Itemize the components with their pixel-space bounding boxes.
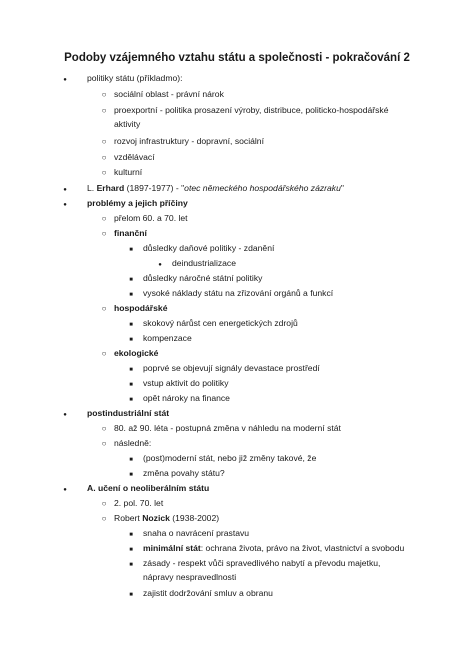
bullet-icon (126, 378, 136, 391)
list-item: důsledky náročné státní politiky (143, 273, 263, 283)
list-item: deindustrializace (172, 258, 237, 268)
list-item: přelom 60. a 70. let (114, 213, 188, 223)
list-item: (post)moderní stát, nebo již změny takové, že (143, 453, 317, 463)
text-run: : ochrana života, právo na život, vlastnictví a svobodu (200, 543, 405, 553)
bullet-icon (126, 243, 136, 256)
bullet-icon (99, 303, 109, 314)
term-text: minimální stát (143, 543, 201, 553)
list-item: vstup aktivit do politiky (143, 378, 229, 388)
bullet-icon (99, 228, 109, 239)
text-run: " (340, 183, 344, 193)
section-heading: postindustriální stát (87, 408, 170, 418)
bullet-icon (99, 213, 109, 224)
list-item: zásady - respekt vůči spravedlivého nabytí a převodu majetku, (143, 558, 381, 568)
bullet-icon (99, 438, 109, 449)
bullet-icon (126, 588, 136, 601)
bullet-icon (126, 453, 136, 466)
bullet-icon (60, 73, 70, 86)
list-item: vysoké náklady státu na zřizování orgánů a funkcí (143, 288, 334, 298)
person-name: Erhard (96, 183, 125, 193)
list-item: změna povahy státu? (143, 468, 225, 478)
bullet-icon (126, 363, 136, 376)
text-run: (1938-2002) (169, 513, 220, 523)
bullet-icon (60, 198, 70, 211)
bullet-icon (99, 167, 109, 178)
list-item: skokový nárůst cen energetických zdrojů (143, 318, 298, 328)
bullet-icon (99, 136, 109, 147)
bullet-icon (126, 333, 136, 346)
list-item: opět nároky na finance (143, 393, 230, 403)
bullet-icon (60, 483, 70, 496)
quote-text: otec německého hospodářského zázraku (184, 183, 341, 193)
bullet-icon (155, 258, 165, 271)
text-run: L. (87, 183, 97, 193)
bullet-icon (126, 528, 136, 541)
list-item: politiky státu (příkladmo): (87, 73, 183, 83)
section-heading: A. učení o neoliberálním státu (87, 483, 210, 493)
bullet-icon (126, 318, 136, 331)
bullet-icon (99, 513, 109, 524)
bullet-icon (99, 348, 109, 359)
list-item: kompenzace (143, 333, 192, 343)
list-item-continuation: aktivity (114, 119, 141, 129)
bullet-icon (99, 152, 109, 163)
list-item: snaha o navrácení prastavu (143, 528, 250, 538)
bullet-icon (99, 89, 109, 100)
list-item: kulturní (114, 167, 143, 177)
subsection-heading: hospodářské (114, 303, 168, 313)
page-title: Podoby vzájemného vztahu státu a společnosti - pokračování 2 (64, 52, 410, 64)
bullet-icon (99, 105, 109, 116)
list-item (87, 183, 344, 194)
subsection-heading: finanční (114, 228, 147, 238)
list-item: následně: (114, 438, 152, 448)
bullet-icon (60, 183, 70, 196)
bullet-icon (126, 273, 136, 286)
bullet-icon (126, 288, 136, 301)
list-item-continuation: nápravy nespravedlnosti (143, 572, 237, 582)
section-heading: problémy a jejich příčiny (87, 198, 188, 208)
list-item: poprvé se objevují signály devastace prostředí (143, 363, 320, 373)
subsection-heading: ekologické (114, 348, 159, 358)
bullet-icon (126, 468, 136, 481)
bullet-icon (99, 423, 109, 434)
bullet-icon (99, 498, 109, 509)
list-item: 2. pol. 70. let (114, 498, 164, 508)
list-item: vzdělávací (114, 152, 155, 162)
list-item: důsledky daňové politiky - zdanění (143, 243, 275, 253)
list-item (143, 543, 404, 554)
list-item: sociální oblast - právní nárok (114, 89, 224, 99)
bullet-icon (126, 393, 136, 406)
list-item: 80. až 90. léta - postupná změna v náhledu na moderní stát (114, 423, 341, 433)
bullet-icon (126, 543, 136, 556)
list-item (114, 513, 219, 524)
bullet-icon (126, 558, 136, 571)
text-run: Robert (114, 513, 143, 523)
person-name: Nozick (142, 513, 170, 523)
list-item: rozvoj infrastruktury - dopravní, sociální (114, 136, 264, 146)
text-run: (1897-1977) - " (124, 183, 185, 193)
bullet-icon (60, 408, 70, 421)
list-item: zajistit dodržování smluv a obranu (143, 588, 273, 598)
list-item: proexportní - politika prosazení výroby, distribuce, politicko-hospodářské (114, 105, 389, 115)
